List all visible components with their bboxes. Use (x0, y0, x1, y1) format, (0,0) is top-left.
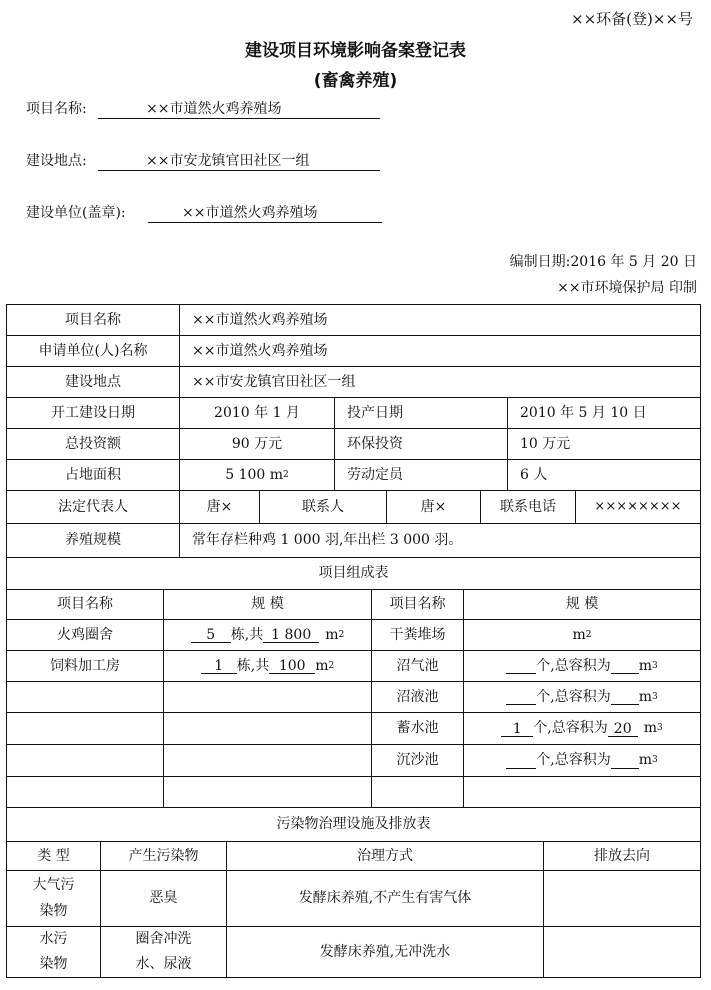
poll-col-discharge: 排放去向 (543, 841, 701, 871)
comp-row2-scale (163, 650, 372, 682)
comp-row2-mid: 栋,共 (236, 657, 270, 674)
info-area-value: 5 100 m (225, 466, 284, 483)
comp-slurry-count (506, 689, 536, 705)
info-applicant-label: 申请单位(人)名称 (6, 335, 180, 367)
comp-row4-name (6, 712, 164, 745)
comp-row4-scale (163, 712, 372, 745)
comp-row5-name (6, 744, 164, 777)
poll-row2-treatment: 发酵床养殖,无冲洗水 (226, 926, 544, 978)
info-project-name-value: ××市道然火鸡养殖场 (179, 304, 701, 336)
info-production-label: 投产日期 (334, 397, 508, 429)
comp-biogas-mid: 个,总容积为 (536, 657, 611, 674)
project-name-value: ××市道然火鸡养殖场 (146, 101, 282, 117)
poll-row2-pollutant-l2: 水、尿液 (135, 956, 192, 972)
comp-biogas-sup: 3 (652, 660, 658, 671)
poll-row1-type-l1: 大气污 (32, 877, 75, 894)
pollution-title: 污染物治理设施及排放表 (6, 807, 701, 842)
unit-label: 建设单位(盖章): (26, 205, 126, 221)
info-investment-label: 总投资额 (6, 428, 180, 460)
comp-biogas-unit: m (638, 657, 652, 674)
info-staff-label: 劳动定员 (334, 459, 508, 491)
comp-biogas-name: 沼气池 (371, 650, 464, 682)
page-subtitle: (畜禽养殖) (313, 71, 398, 91)
unit-field (148, 202, 382, 223)
comp-row2-name: 饲料加工房 (6, 650, 164, 682)
info-staff-value: 6 人 (507, 459, 701, 491)
info-phone-label: 联系电话 (480, 490, 576, 524)
comp-row5-scale (163, 744, 372, 777)
comp-col-scale: 规 模 (163, 589, 372, 620)
comp-reservoir-count: 1 (501, 721, 533, 737)
comp-col-name2: 项目名称 (371, 589, 464, 620)
comp-row1-scale (163, 619, 372, 651)
comp-biogas-count (506, 658, 536, 674)
info-legal-rep-label: 法定代表人 (6, 490, 180, 524)
info-applicant-value: ××市道然火鸡养殖场 (179, 335, 701, 367)
poll-col-type: 类 型 (6, 841, 101, 871)
comp-row2-unit: m (315, 657, 329, 674)
comp-reservoir-volume: 20 (608, 721, 638, 737)
comp-slurry-sup: 3 (652, 691, 658, 702)
info-location-value: ××市安龙镇官田社区一组 (179, 366, 701, 398)
info-investment-value: 90 万元 (179, 428, 335, 460)
comp-sediment-mid: 个,总容积为 (536, 752, 611, 769)
comp-row3-name (6, 681, 164, 713)
info-env-invest-value: 10 万元 (507, 428, 701, 460)
info-env-invest-label: 环保投资 (334, 428, 508, 460)
info-legal-rep-value: 唐× (179, 490, 260, 524)
comp-row3-scale (163, 681, 372, 713)
info-scale-value: 常年存栏种鸡 1 000 羽,年出栏 3 000 羽。 (179, 523, 701, 558)
poll-row2-pollutant (100, 926, 227, 978)
info-start-value: 2010 年 1 月 (179, 397, 335, 429)
comp-sediment-scale (463, 744, 701, 777)
comp-row1-count: 5 (191, 627, 231, 643)
comp-row6-scale (163, 776, 372, 808)
comp-row2-count: 1 (201, 658, 237, 674)
poll-row1-discharge (543, 870, 701, 927)
comp-slurry-unit: m (638, 688, 652, 705)
project-name-field (98, 98, 380, 119)
comp-dry-manure-sup: 2 (585, 629, 592, 640)
composition-title: 项目组成表 (6, 557, 701, 590)
location-field (98, 150, 380, 171)
poll-row2-pollutant-l1: 圈舍冲洗 (135, 930, 192, 947)
comp-sediment-unit: m (638, 752, 652, 769)
poll-row1-type-l2: 染物 (39, 902, 68, 919)
comp-sediment-name: 沉沙池 (371, 744, 464, 777)
location-label: 建设地点: (26, 153, 87, 169)
comp-row1-name: 火鸡圈舍 (6, 619, 164, 651)
info-start-label: 开工建设日期 (6, 397, 180, 429)
info-area-cell (179, 459, 335, 491)
info-location-label: 建设地点 (6, 366, 180, 398)
comp-reservoir-unit: m (643, 720, 657, 737)
comp-slurry-mid: 个,总容积为 (536, 688, 611, 705)
project-name-label: 项目名称: (26, 101, 87, 117)
info-production-value: 2010 年 5 月 10 日 (507, 397, 701, 429)
info-area-sup: 2 (283, 469, 289, 480)
poll-row2-discharge (543, 926, 701, 978)
comp-row6-name (6, 776, 164, 808)
compile-date: 编制日期:2016 年 5 月 20 日 (509, 254, 697, 270)
poll-col-pollutant: 产生污染物 (100, 841, 227, 871)
poll-row1-pollutant (100, 870, 227, 927)
unit-value: ××市道然火鸡养殖场 (182, 205, 318, 221)
comp-biogas-scale (463, 650, 701, 682)
page-title: 建设项目环境影响备案登记表 (245, 41, 466, 61)
comp-row6-name2 (371, 776, 464, 808)
poll-row2-type-l1: 水污 (39, 930, 68, 947)
comp-sediment-volume (611, 753, 639, 769)
poll-row2-type-l2: 染物 (39, 956, 68, 972)
poll-row1-treatment: 发酵床养殖,不产生有害气体 (226, 870, 544, 927)
comp-dry-manure-name: 干粪堆场 (371, 619, 464, 651)
info-scale-label: 养殖规模 (6, 523, 180, 558)
comp-reservoir-mid: 个,总容积为 (533, 720, 608, 737)
comp-row1-total: 1 800 (263, 627, 319, 643)
comp-row1-mid: 栋,共 (230, 626, 264, 643)
comp-col-scale2: 规 模 (463, 589, 701, 620)
poll-row1-type (6, 870, 101, 927)
comp-row1-unit: m (325, 626, 339, 643)
comp-slurry-volume (611, 689, 639, 705)
poll-row2-type (6, 926, 101, 978)
comp-biogas-volume (611, 658, 639, 674)
comp-col-name: 项目名称 (6, 589, 164, 620)
location-value: ××市安龙镇官田社区一组 (146, 153, 310, 169)
comp-slurry-name: 沼液池 (371, 681, 464, 713)
comp-dry-manure-unit: m (572, 626, 586, 643)
comp-row1-sup: 2 (338, 629, 345, 640)
comp-row2-total: 100 (269, 658, 315, 674)
comp-reservoir-sup: 3 (657, 723, 663, 734)
comp-row2-sup: 2 (328, 660, 335, 671)
comp-row6-scale2 (463, 776, 701, 808)
poll-row1-pollutant-l1: 恶臭 (149, 889, 178, 906)
info-contact-value: 唐× (386, 490, 481, 524)
printed-by: ××市环境保护局 印制 (557, 280, 697, 296)
poll-col-treatment: 治理方式 (226, 841, 544, 871)
info-project-name-label: 项目名称 (6, 304, 180, 336)
info-contact-label: 联系人 (259, 490, 387, 524)
comp-slurry-scale (463, 681, 701, 713)
comp-reservoir-name: 蓄水池 (371, 712, 464, 745)
comp-reservoir-scale (463, 712, 701, 745)
info-phone-value: ×××××××× (575, 490, 701, 524)
comp-sediment-sup: 3 (652, 755, 658, 766)
record-number: ××环备(登)××号 (571, 10, 693, 28)
info-area-label: 占地面积 (6, 459, 180, 491)
comp-sediment-count (506, 753, 536, 769)
comp-dry-manure-scale (463, 619, 701, 651)
